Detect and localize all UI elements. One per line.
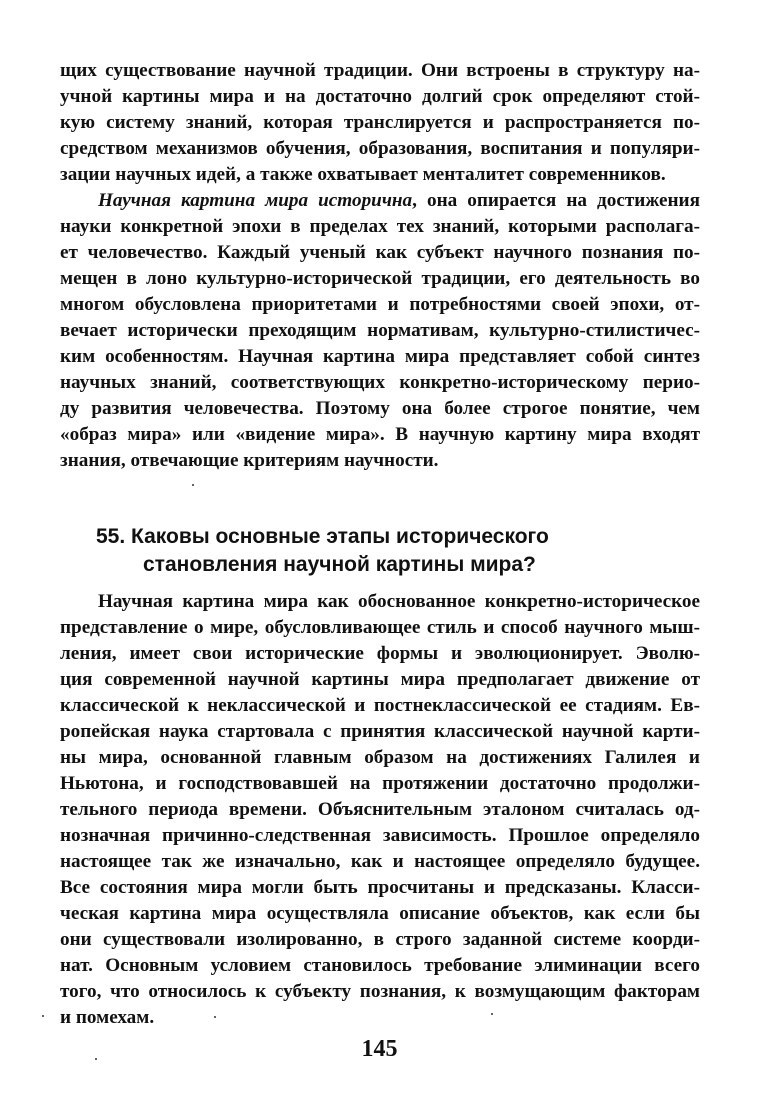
page-number: 145 <box>361 1036 398 1062</box>
text-line: ет человечество. Каждый ученый как субъект научного познания по- <box>60 242 700 263</box>
text-line: того, что относилось к субъекту познания, к возмущающим факторам <box>60 981 700 1002</box>
text-line <box>60 188 700 214</box>
text-line: многом обусловлена приоритетами и потребностями своей эпохи, от- <box>60 294 700 315</box>
text-line: классической к неклассической и постнеклассической ее стадиям. Ев- <box>60 695 700 716</box>
text-line: ческая картина мира осуществляла описание объектов, как если бы <box>60 903 700 924</box>
text-fragment: , она опирается на достижения <box>412 190 700 211</box>
text-line: ду развития человечества. Поэтому она более строгое понятие, чем <box>60 398 700 419</box>
text-line: щих существование научной традиции. Они встроены в структуру на- <box>60 60 700 81</box>
text-line: они существовали изолированно, в строго заданной системе коорди- <box>60 929 700 950</box>
text-line: средством механизмов обучения, образования, воспитания и популяри- <box>60 138 700 159</box>
scan-speck <box>192 484 194 486</box>
heading-line: становления научной картины мира? <box>143 553 536 576</box>
text-line: ны мира, основанной главным образом на достижениях Галилея и <box>60 747 700 768</box>
text-line: кую систему знаний, которая транслируется и распространяется по- <box>60 112 700 133</box>
text-line: Ньютона, и господствовавшей на протяжении достаточно продолжи- <box>60 773 700 794</box>
text-line: нозначная причинно-следственная зависимость. Прошлое определяло <box>60 825 700 846</box>
section-heading <box>96 523 696 579</box>
scan-speck <box>95 1058 97 1060</box>
emphasized-term: Научная картина мира исторична <box>98 190 413 211</box>
paragraph-evolution <box>60 589 700 1031</box>
text-line: мещен в лоно культурно-исторической традиции, его деятельность во <box>60 268 700 289</box>
text-line: зации научных идей, а также охватывает менталитет современников. <box>60 164 666 185</box>
text-line: ления, имеет свои исторические формы и эволюционирует. Эволю- <box>60 643 700 664</box>
text-line: нат. Основным условием становилось требование элиминации всего <box>60 955 700 976</box>
text-line: ропейская наука стартовала с принятия классической научной карти- <box>60 721 700 742</box>
text-line: тельного периода времени. Объяснительным эталоном считалась од- <box>60 799 700 820</box>
text-line: ция современной научной картины мира предполагает движение от <box>60 669 700 690</box>
paragraph-continuation <box>60 58 700 188</box>
text-line: Все состояния мира могли быть просчитаны и предсказаны. Класси- <box>60 877 700 898</box>
scan-speck <box>214 1016 216 1018</box>
text-line: и помехам. <box>60 1007 155 1028</box>
paragraph-historical <box>60 188 700 474</box>
heading-line: 55. Каковы основные этапы исторического <box>96 525 549 548</box>
text-line: знания, отвечающие критериям научности. <box>60 450 439 471</box>
text-line: вечает исторически преходящим нормативам, культурно-стилистичес- <box>60 320 700 341</box>
text-line: ким особенностям. Научная картина мира представляет собой синтез <box>60 346 700 367</box>
text-line: представление о мире, обусловливающее стиль и способ научного мыш- <box>60 617 700 638</box>
scan-speck <box>491 1013 493 1015</box>
scan-speck <box>42 1015 44 1017</box>
text-line: Научная картина мира как обоснованное конкретно-историческое <box>98 591 700 612</box>
text-line: науки конкретной эпохи в пределах тех знаний, которыми располага- <box>60 216 700 237</box>
text-line: настоящее так же изначально, как и настоящее определяло будущее. <box>60 851 700 872</box>
text-line: учной картины мира и на достаточно долгий срок определяют стой- <box>60 86 700 107</box>
text-line: научных знаний, соответствующих конкретно-историческому перио- <box>60 372 700 393</box>
text-line: «образ мира» или «видение мира». В научную картину мира входят <box>60 424 700 445</box>
